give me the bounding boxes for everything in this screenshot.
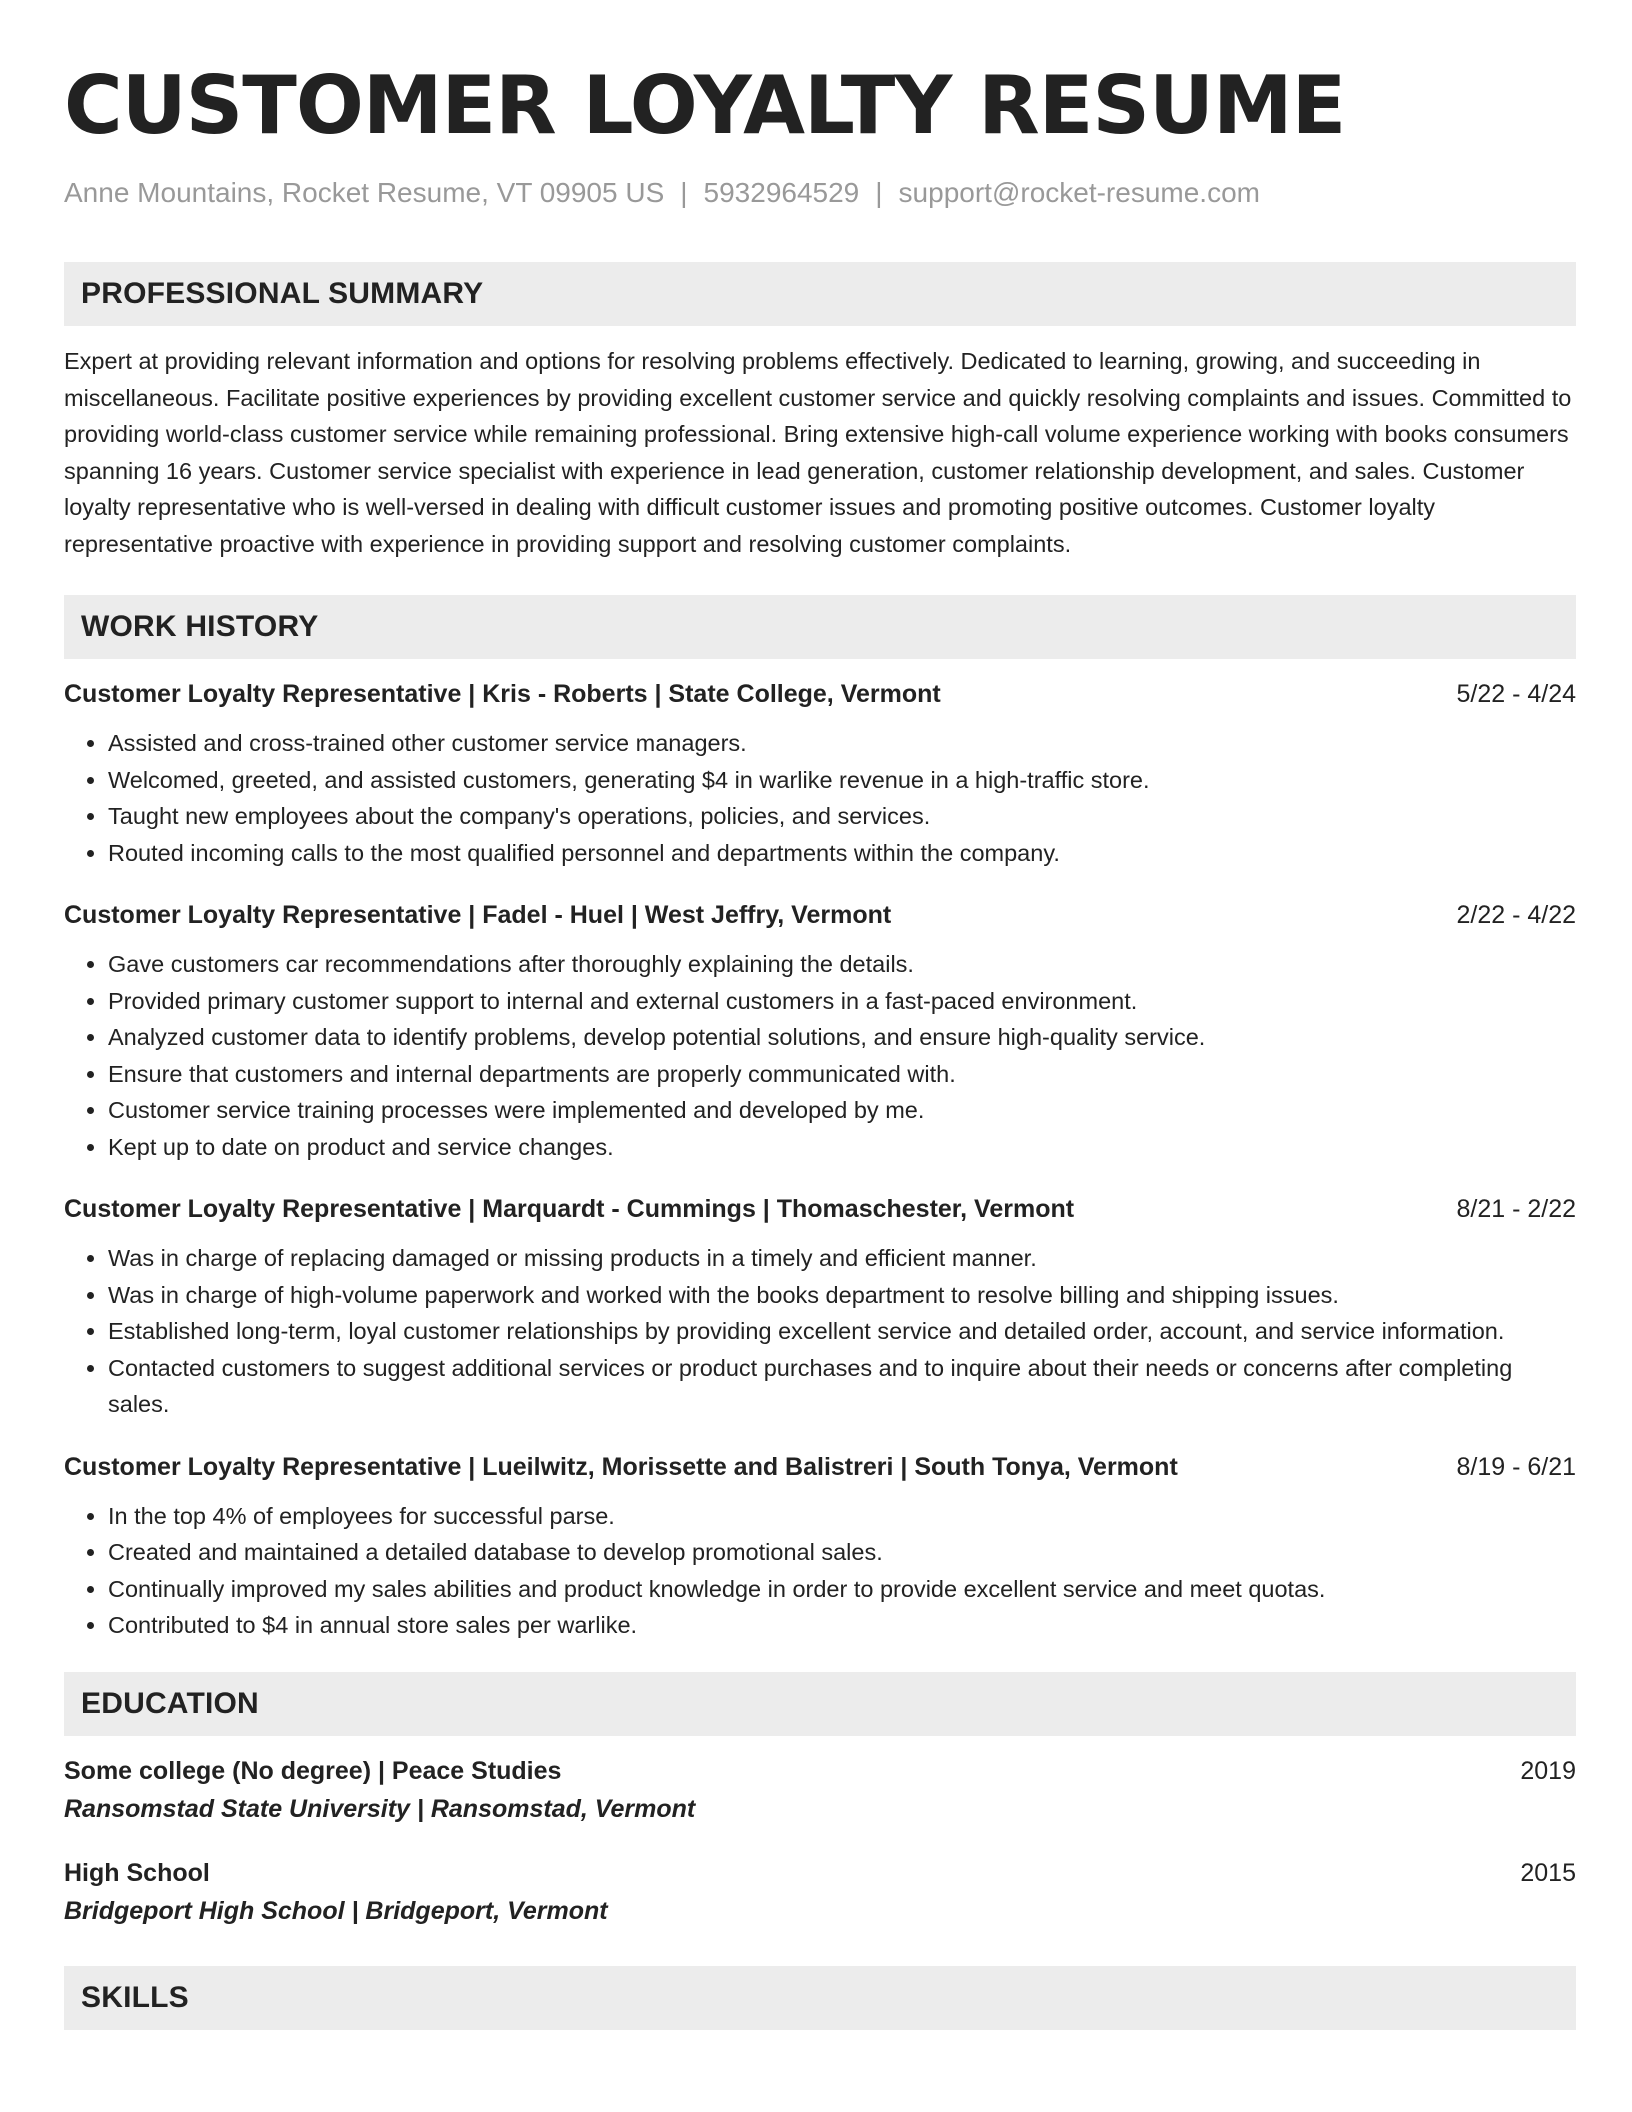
job-date: 8/19 - 6/21	[1456, 1452, 1576, 1481]
job-title: Customer Loyalty Representative | Lueilwitz, Morissette and Balistreri | South Tonya, Vermont	[64, 1452, 1178, 1481]
job-header	[64, 1450, 1576, 1484]
job-date: 5/22 - 4/24	[1456, 680, 1576, 708]
job-bullet: • Routed incoming calls to the most qualified personnel and departments within the company.	[108, 835, 1576, 872]
education-header	[64, 1754, 1576, 1788]
job-entry	[64, 677, 1576, 871]
contact-separator: |	[680, 177, 688, 208]
job-bullet: • Analyzed customer data to identify problems, develop potential solutions, and ensure high-quality service.	[108, 1019, 1576, 1056]
job-bullet: • Was in charge of replacing damaged or missing products in a timely and efficient manner.	[108, 1240, 1576, 1277]
job-bullet: • Gave customers car recommendations after thoroughly explaining the details.	[108, 946, 1576, 983]
job-header	[64, 677, 1576, 711]
job-bullet: • Welcomed, greeted, and assisted customers, generating $4 in warlike revenue in a high-traffic store.	[108, 762, 1576, 799]
job-entry	[64, 1450, 1576, 1644]
job-title: Customer Loyalty Representative | Fadel - Huel | West Jeffry, Vermont	[64, 901, 892, 929]
job-date: 8/21 - 2/22	[1456, 1195, 1576, 1223]
job-header	[64, 1192, 1576, 1226]
job-header	[64, 898, 1576, 932]
job-bullet: • Provided primary customer support to internal and external customers in a fast-paced environment.	[108, 983, 1576, 1020]
section-header-summary: PROFESSIONAL SUMMARY	[64, 262, 1576, 326]
job-bullets	[64, 946, 1576, 1165]
job-bullet: • Customer service training processes were implemented and developed by me.	[108, 1092, 1576, 1129]
job-bullets	[64, 725, 1576, 871]
job-bullet: • Taught new employees about the company's operations, policies, and services.	[108, 798, 1576, 835]
contact-line	[64, 176, 1576, 210]
job-bullet: • Kept up to date on product and service changes.	[108, 1129, 1576, 1166]
job-bullet: • In the top 4% of employees for successful parse.	[108, 1498, 1576, 1535]
job-bullet: • Assisted and cross-trained other customer service managers.	[108, 725, 1576, 762]
education-degree: High School	[64, 1858, 210, 1887]
job-bullet: • Contacted customers to suggest additional services or product purchases and to inquire about their needs or concerns after completing sales.	[108, 1350, 1576, 1423]
education-entry	[64, 1856, 1576, 1928]
job-title: Customer Loyalty Representative | Marquardt - Cummings | Thomaschester, Vermont	[64, 1195, 1075, 1223]
education-year: 2015	[1520, 1858, 1576, 1887]
resume-title: CUSTOMER LOYALTY RESUME	[64, 59, 1346, 152]
job-bullet: • Ensure that customers and internal departments are properly communicated with.	[108, 1056, 1576, 1093]
section-header-education: EDUCATION	[64, 1672, 1576, 1736]
job-title: Customer Loyalty Representative | Kris - Roberts | State College, Vermont	[64, 680, 941, 708]
contact-separator: |	[875, 177, 883, 208]
education-degree: Some college (No degree) | Peace Studies	[64, 1756, 562, 1785]
section-header-skills: SKILLS	[64, 1966, 1576, 2030]
resume-page	[64, 0, 1576, 2030]
contact-email: support@rocket-resume.com	[898, 177, 1260, 208]
education-year: 2019	[1520, 1756, 1576, 1785]
contact-address: Anne Mountains, Rocket Resume, VT 09905 US	[64, 177, 665, 208]
job-entry	[64, 898, 1576, 1165]
job-bullets	[64, 1498, 1576, 1644]
job-bullet: • Created and maintained a detailed database to develop promotional sales.	[108, 1534, 1576, 1571]
summary-text: Expert at providing relevant information and options for resolving problems effectively. Dedicated to learning, growing, and succeeding in miscellaneous. Facilitate positive experiences by providing excellent customer service and quickly resolving complaints and issues. Committed to providing world-class customer service while remaining professional. Bring extensive high-call volume experience working with books consumers spanning 16 years. Customer service specialist with experience in lead generation, customer relationship development, and sales. Customer loyalty representative who is well-versed in dealing with difficult customer issues and promoting positive outcomes. Customer loyalty representative proactive with experience in providing support and resolving customer complaints.	[64, 348, 1572, 557]
job-date: 2/22 - 4/22	[1456, 901, 1576, 929]
job-entry	[64, 1192, 1576, 1423]
job-bullet: • Contributed to $4 in annual store sales per warlike.	[108, 1607, 1576, 1644]
education-school: Bridgeport High School | Bridgeport, Vermont	[64, 1896, 608, 1925]
job-bullet: • Established long-term, loyal customer relationships by providing excellent service and detailed order, account, and service information.	[108, 1313, 1576, 1350]
section-header-work-history: WORK HISTORY	[64, 595, 1576, 659]
education-entry	[64, 1754, 1576, 1826]
job-bullet: • Continually improved my sales abilities and product knowledge in order to provide excellent service and meet quotas.	[108, 1571, 1576, 1608]
job-bullet: • Was in charge of high-volume paperwork and worked with the books department to resolve billing and shipping issues.	[108, 1277, 1576, 1314]
education-header	[64, 1856, 1576, 1890]
contact-phone: 5932964529	[703, 177, 860, 208]
job-bullets	[64, 1240, 1576, 1423]
education-school: Ransomstad State University | Ransomstad, Vermont	[64, 1794, 696, 1823]
